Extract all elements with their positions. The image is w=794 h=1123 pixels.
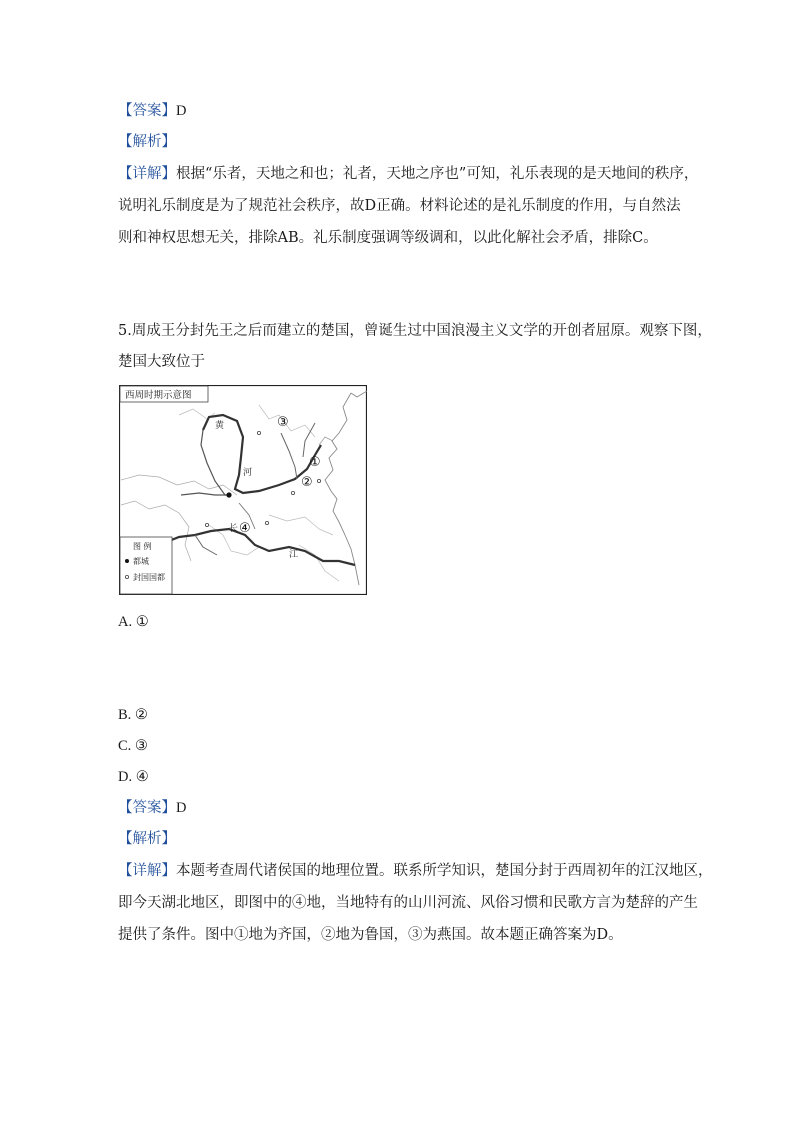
legend-fief: 封国国都 [133,573,165,582]
q5-detail-line-2: 即今天湖北地区，即图中的④地，当地特有的山川河流、风俗习惯和民歌方言为楚辞的产生 [118,895,698,911]
answer-value: D [176,800,187,816]
map-marker-3: ③ [277,415,289,430]
q5-analysis-heading [118,829,176,849]
map-marker-2: ② [301,475,313,490]
detail-tag: 【详解】 [118,863,176,879]
option-d: D. ④ [118,769,149,785]
q4-analysis-heading [118,132,176,152]
analysis-tag: 【解析】 [118,831,176,847]
q4-detail-line-2: 说明礼乐制度是为了规范社会秩序，故D正确。材料论述的是礼乐制度的作用，与自然法 [118,198,681,214]
q4-detail-line-3: 则和神权思想无关，排除AB。礼乐制度强调等级调和，以此化解社会矛盾，排除C。 [118,230,658,246]
map-title: 西周时期示意图 [125,390,192,401]
analysis-tag: 【解析】 [118,134,176,150]
detail-text: 根据“乐者，天地之和也；礼者，天地之序也”可知，礼乐表现的是天地间的秩序， [176,166,699,182]
legend-title: 图 例 [133,542,152,551]
map-label-jiang: 江 [289,550,299,560]
option-c: C. ③ [118,738,148,754]
map-label-chang: 长 [229,524,239,534]
map-label-he: 河 [243,468,253,478]
western-zhou-map [119,385,367,595]
answer-tag: 【答案】 [118,800,176,816]
map-marker-1: ① [309,455,321,470]
q5-answer-line [118,798,186,818]
q5-stem-line-1: 5.周成王分封先王之后而建立的楚国，曾诞生过中国浪漫主义文学的开创者屈原。观察下图， [118,323,712,339]
answer-value: D [176,103,187,119]
detail-text: 本题考查周代诸侯国的地理位置。联系所学知识，楚国分封于西周初年的江汉地区， [176,863,713,879]
q5-detail-line-1 [118,861,713,881]
option-a: A. ① [118,614,149,630]
q4-answer-line [118,101,186,121]
map-marker-4: ④ [239,521,251,536]
map-label-huang: 黄 [215,421,225,431]
answer-tag: 【答案】 [118,103,176,119]
capital-marker [226,492,231,497]
q4-detail-line-1 [118,164,698,184]
detail-tag: 【详解】 [118,166,176,182]
option-b: B. ② [118,707,148,723]
q5-detail-line-3: 提供了条件。图中①地为齐国，②地为鲁国，③为燕国。故本题正确答案为D。 [118,927,623,943]
q5-stem-line-2: 楚国大致位于 [118,354,205,370]
legend-capital: 都城 [133,557,149,566]
